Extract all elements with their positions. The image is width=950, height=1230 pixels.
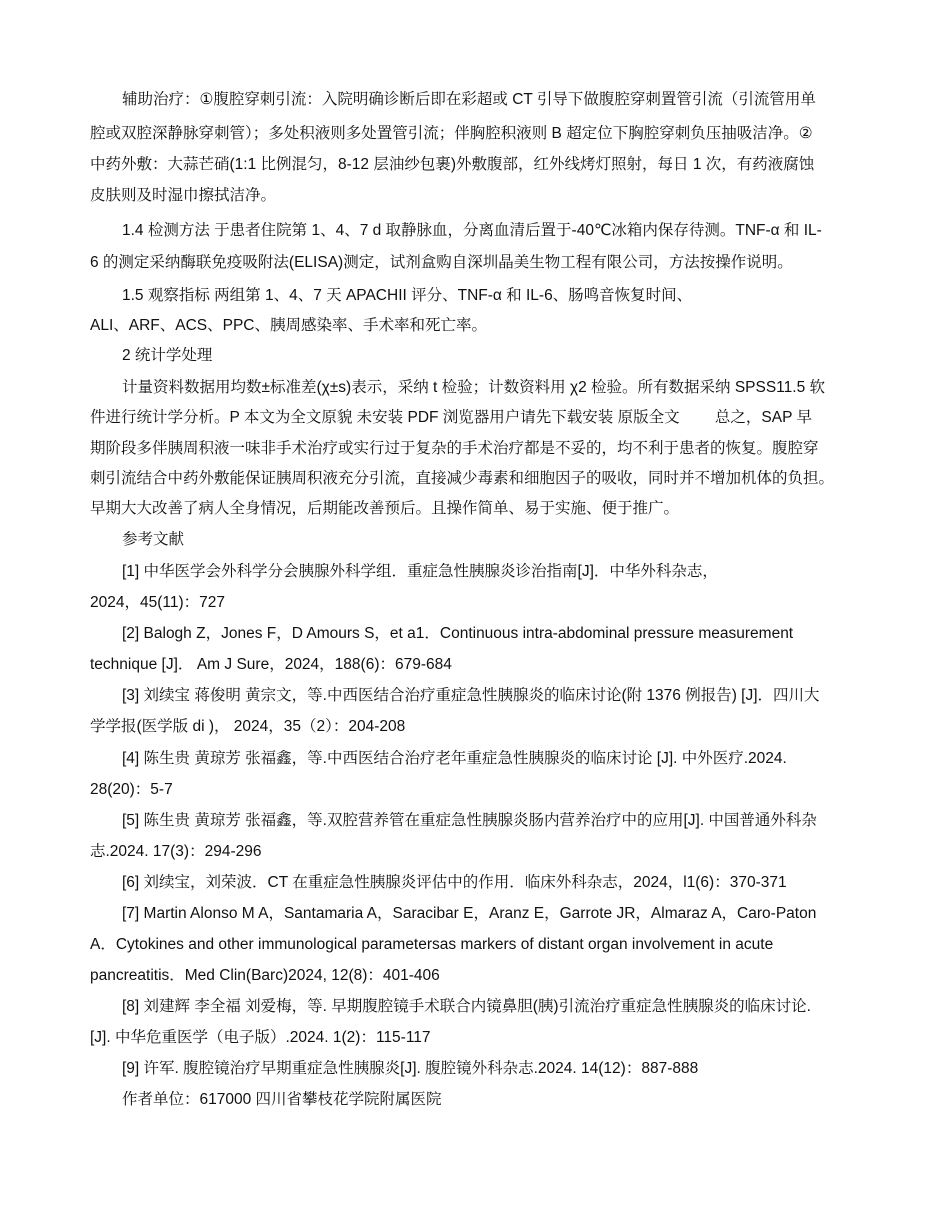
reference-7-line-3: pancreatitis．Med Clin(Barc)2024, 12(8)：401-406 [90, 967, 440, 984]
reference-8-line-2: [J]. 中华危重医学（电子版）.2024. 1(2)：115-117 [90, 1029, 431, 1046]
statistics-line-3: 期阶段多伴胰周积液一味非手术治疗或实行过于复杂的手术治疗都是不妥的，均不利于患者的恢复。腹腔穿 [90, 440, 819, 457]
statistics-line-4: 刺引流结合中药外敷能保证胰周积液充分引流，直接减少毒素和细胞因子的吸收，同时并不增加机体的负担。 [90, 470, 835, 487]
treatment-line-3: 中药外敷：大蒜芒硝(1:1 比例混匀，8-12 层油纱包裹)外敷腹部，红外线烤灯照射，每日 1 次，有药液腐蚀 [90, 156, 815, 173]
method-line-2: 6 的测定采纳酶联免疫吸附法(ELISA)测定，试剂盒购自深圳晶美生物工程有限公司，方法按操作说明。 [90, 254, 793, 271]
reference-3-line-1: [3] 刘续宝 蒋俊明 黄宗文，等.中西医结合治疗重症急性胰腺炎的临床讨论(附 1376 例报告) [J]．四川大 [122, 687, 820, 704]
reference-5-line-1: [5] 陈生贵 黄琼芳 张福鑫，等.双腔营养管在重症急性胰腺炎肠内营养治疗中的应用[J]. 中国普通外科杂 [122, 812, 817, 829]
statistics-line-5: 早期大大改善了病人全身情况，后期能改善预后。且操作简单、易于实施、便于推广。 [90, 500, 680, 517]
reference-1-line-2: 2024，45(11)：727 [90, 594, 225, 611]
method-line-1: 1.4 检测方法 于患者住院第 1、4、7 d 取静脉血，分离血清后置于-40℃冰箱内保存待测。TNF-α 和 IL- [122, 222, 822, 239]
reference-4-line-1: [4] 陈生贵 黄琼芳 张福鑫，等.中西医结合治疗老年重症急性胰腺炎的临床讨论 [J]. 中外医疗.2024. [122, 750, 787, 767]
references-heading: 参考文献 [122, 531, 185, 548]
reference-7-line-2: A．Cytokines and other immunological parametersas markers of distant organ involvement in acute [90, 936, 774, 953]
reference-2-line-1: [2] Balogh Z，Jones F，D Amours S，et a1．Continuous intra-abdominal pressure measurement [122, 625, 794, 642]
reference-6: [6] 刘续宝，刘荣波．CT 在重症急性胰腺炎评估中的作用．临床外科杂志，2024，l1(6)：370-371 [122, 874, 787, 891]
treatment-line-1: 辅助治疗：①腹腔穿刺引流：入院明确诊断后即在彩超或 CT 引导下做腹腔穿刺置管引流（引流管用单 [122, 91, 816, 108]
reference-2-line-2: technique [J]． Am J Sure，2024，188(6)：679-684 [90, 656, 452, 673]
statistics-line-1: 计量资料数据用均数±标准差(χ±s)表示，采纳 t 检验；计数资料用 χ2 检验。所有数据采纳 SPSS11.5 软 [122, 379, 825, 396]
reference-5-line-2: 志.2024. 17(3)：294-296 [90, 843, 262, 860]
reference-9: [9] 许军. 腹腔镜治疗早期重症急性胰腺炎[J]. 腹腔镜外科杂志.2024. 14(12)：887-888 [122, 1060, 699, 1077]
indicator-line-2: ALI、ARF、ACS、PPC、胰周感染率、手术率和死亡率。 [90, 317, 488, 334]
reference-7-line-1: [7] Martin Alonso M A，Santamaria A，Saracibar E，Aranz E，Garrote JR，Almaraz A，Caro-Paton [122, 905, 817, 922]
reference-4-line-2: 28(20)：5-7 [90, 781, 173, 798]
indicator-line-1: 1.5 观察指标 两组第 1、4、7 天 APACHII 评分、TNF-α 和 IL-6、肠鸣音恢复时间、 [122, 287, 693, 304]
treatment-line-2: 腔或双腔深静脉穿刺管）；多处积液则多处置管引流；伴胸腔积液则 B 超定位下胸腔穿刺负压抽吸洁净。② [90, 125, 813, 142]
statistics-line-2: 件进行统计学分析。P 本文为全文原貌 未安装 PDF 浏览器用户请先下载安装 原版全文 总之，SAP 早 [90, 409, 812, 426]
reference-3-line-2: 学学报(医学版 di )， 2024，35（2）：204-208 [90, 718, 406, 735]
author-affiliation: 作者单位：617000 四川省攀枝花学院附属医院 [122, 1091, 442, 1108]
reference-8-line-1: [8] 刘建辉 李全福 刘爱梅，等. 早期腹腔镜手术联合内镜鼻胆(胰)引流治疗重症急性胰腺炎的临床讨论. [122, 998, 811, 1015]
reference-1-line-1: [1] 中华医学会外科学分会胰腺外科学组．重症急性胰腺炎诊治指南[J]．中华外科杂志， [122, 563, 718, 580]
treatment-line-4: 皮肤则及时湿巾擦拭洁净。 [90, 187, 277, 204]
section-heading-statistics: 2 统计学处理 [122, 347, 213, 364]
